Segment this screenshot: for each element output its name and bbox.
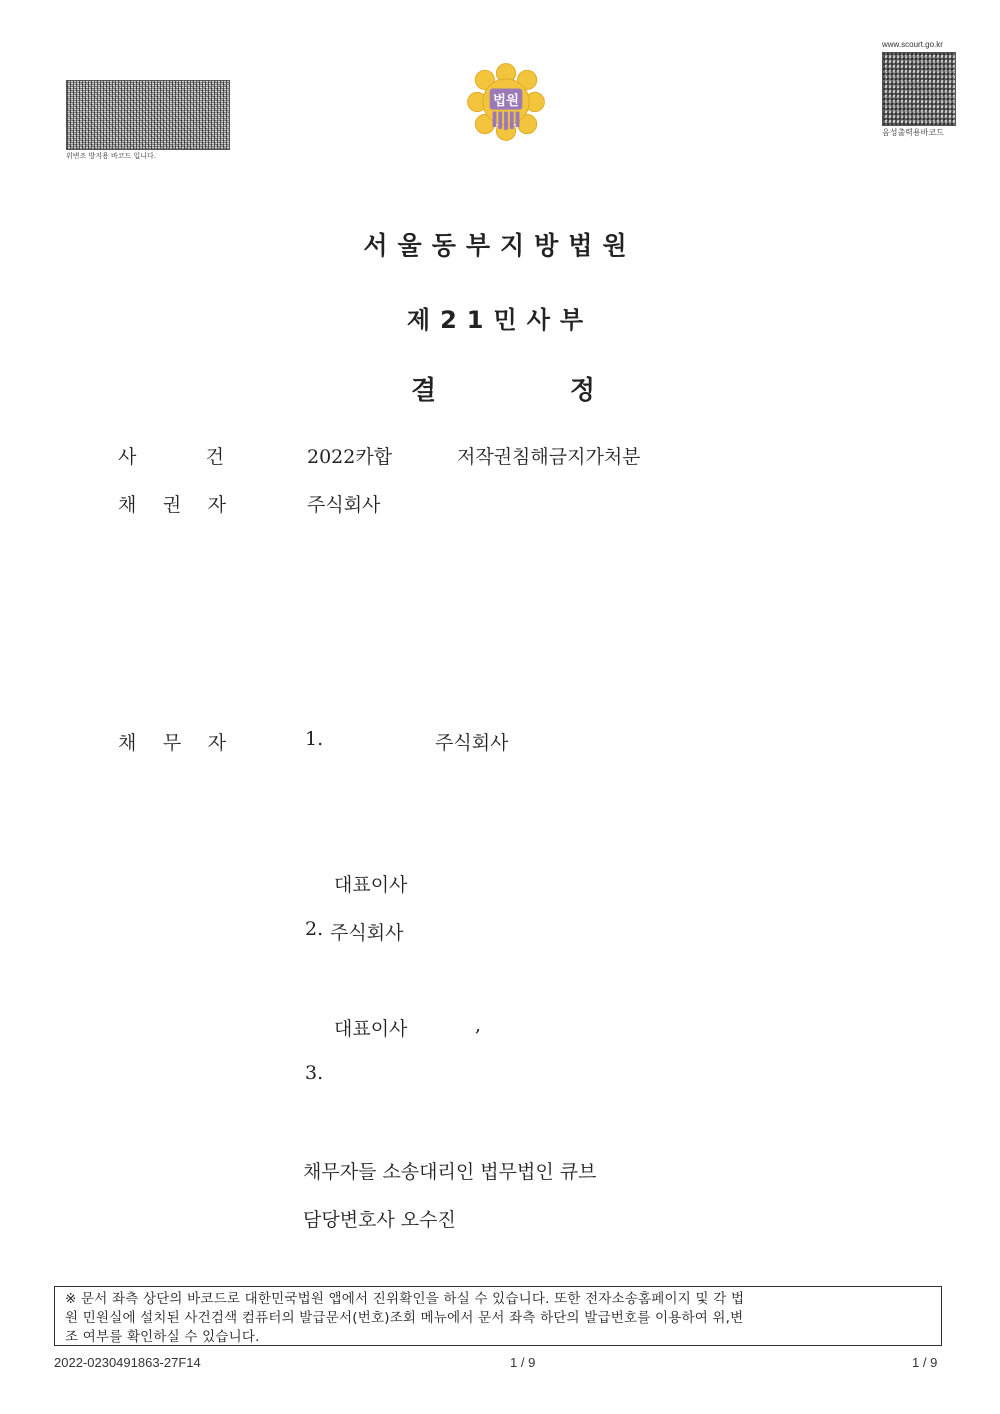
debtor-lawyer: 담당변호사 오수진 [303,1209,456,1231]
page-number-center: 1 / 9 [510,1355,536,1370]
debtor-1-representative: 대표이사 [334,874,408,896]
verification-notice [54,1286,942,1346]
debtor-2-rep-suffix: , [475,1014,482,1036]
case-label-char: 건 [205,446,224,468]
creditor-label-char: 권 [162,494,182,516]
debtor-label-char: 자 [207,732,226,754]
document-type-right: 정 [569,376,595,406]
debtor-2-number: 2. [305,918,324,940]
anti-forgery-barcode [66,80,230,150]
creditor-label-char: 채 [118,494,137,516]
document-type [411,370,595,407]
barcode-caption: 위변조 방지용 바코드 입니다. [66,152,157,160]
qr-caption: 음성출력용바코드 [882,128,944,137]
case-number: 2022카합 [307,446,393,468]
issue-number: 2022-0230491863-27F14 [54,1355,201,1370]
notice-line: 원 민원실에 설치된 사건검색 컴퓨터의 발급문서(번호)조회 메뉴에서 문서 좌측 하단의 발급번호를 이용하여 위,변 [65,1310,744,1326]
debtor-3-number: 3. [305,1062,324,1084]
voice-output-qr-code [882,52,956,126]
emblem-label: 법원 [493,93,519,109]
court-emblem-icon [458,54,554,150]
debtor-label-char: 채 [118,732,137,754]
creditor-label-char: 자 [207,494,226,516]
notice-line: 조 여부를 확인하실 수 있습니다. [65,1329,260,1345]
debtor-1-number: 1. [305,728,324,750]
debtor-1-name: 주식회사 [435,732,509,754]
creditor-name: 주식회사 [307,494,381,516]
debtor-label [118,728,226,755]
case-label-char: 사 [118,446,137,468]
court-website-url: www.scourt.go.kr [882,40,943,49]
page-number-right: 1 / 9 [912,1355,938,1370]
document-type-left: 결 [411,376,437,406]
debtor-counsel: 채무자들 소송대리인 법무법인 큐브 [303,1161,597,1183]
case-label [118,442,224,469]
debtor-2-name: 주식회사 [330,922,404,944]
division-name: 제21민사부 [406,306,594,334]
debtor-2-representative: 대표이사 [334,1018,408,1040]
debtor-label-char: 무 [162,732,182,754]
notice-line: ※ 문서 좌측 상단의 바코드로 대한민국법원 앱에서 진위확인을 하실 수 있습니다. 또한 전자소송홈페이지 및 각 법 [65,1291,745,1307]
creditor-label [118,490,226,517]
court-name: 서울동부지방법원 [363,231,637,260]
case-name: 저작권침해금지가처분 [457,446,641,468]
